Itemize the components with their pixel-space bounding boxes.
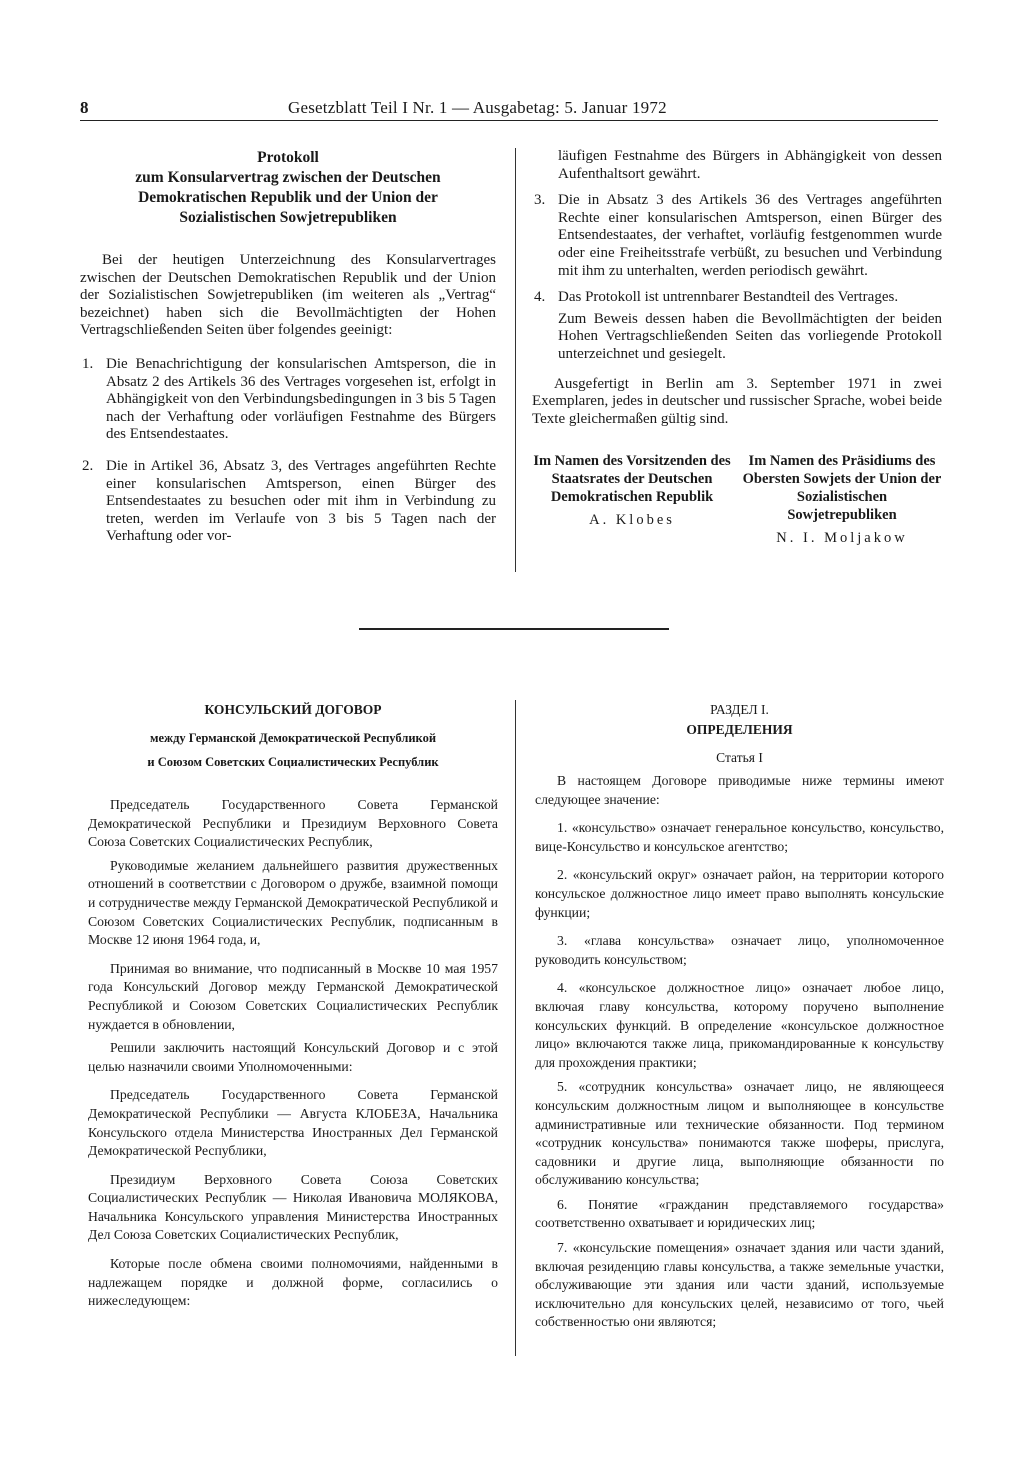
protocol-title [80, 148, 496, 228]
section-title: ОПРЕДЕЛЕНИЯ [686, 722, 793, 737]
column-divider [515, 148, 516, 572]
preamble-paragraph: Решили заключить настоящий Консульский Договор и с этой целью назначили своими Уполномоченными: [88, 1040, 498, 1074]
article-intro: В настоящем Договоре приводимые ниже термины имеют следующее значение: [535, 773, 944, 807]
item-number: 4. [534, 289, 546, 306]
column-divider [515, 700, 516, 1356]
item-text: Die in Artikel 36, Absatz 3, des Vertrages angeführten Rechte einer konsularischen Amtsperson, einen Bürger des Entsendestaates zu besuchen oder mit ihm in Verbindung zu treten, werden im Verlaufe von 3 bis 5 Tagen nach der Verhaftung oder vor- [106, 457, 496, 545]
article-heading: Статья I [716, 750, 763, 765]
protocol-title-line: Protokoll [257, 149, 319, 166]
treaty-subtitle-line: и Союзом Советских Социалистических Республик [147, 755, 439, 769]
signature-heading: Im Namen des Präsidiums des Obersten Sowjets der Union der Sozialistischen Sowjetrepubliken [742, 453, 942, 524]
signatory-name: N. I. Moljakow [776, 530, 908, 547]
definition-item: 4. «консульское должностное лицо» означает любое лицо, включая главу консульства, которому поручено выполнение консульских функций. В определение «консульское должностное лицо» включаются также лица, прикомандированные к консульству для прохождения практики; [535, 980, 944, 1070]
definition-item: 3. «глава консульства» означает лицо, уполномоченное руководить консульством; [535, 933, 944, 967]
signature-gdr [532, 452, 732, 548]
item-text: Das Protokoll ist untrennbarer Bestandteil des Vertrages. [558, 289, 899, 306]
page-header [80, 94, 938, 122]
item-continuation: läufigen Festnahme des Bürgers in Abhängigkeit von dessen Aufenthaltsort gewährt. [558, 148, 942, 182]
treaty-subtitle-line: между Германской Демократической Республикой [149, 731, 437, 745]
execution-clause: Ausgefertigt in Berlin am 3. September 1971 in zwei Exemplaren, jedes in deutscher und russischer Sprache, wobei beide Texte gleichermaßen gültig sind. [532, 375, 942, 427]
treaty-left-column [88, 700, 498, 1311]
definition-item: 7. «консульские помещения» означает здания или части зданий, включая резиденцию главы консульства, а также земельные участки, обслуживающие эти здания или части зданий, используемые исключительно для консульских целей, независимо от того, чьей собственностью они являются; [535, 1240, 944, 1330]
signature-heading: Im Namen des Vorsitzenden des Staatsrates der Deutschen Demokratischen Republik [533, 453, 731, 506]
page-number: 8 [80, 98, 89, 117]
definition-item: 5. «сотрудник консульства» означает лицо, не являющееся консульским должностным лицом и выполняющее в консульстве административные или технические обязанности. Под термином «сотрудник консульства» понимаются также шоферы, прислуга, садовники и другие лица, выполняющие обязанности по обслуживанию консульства; [535, 1079, 944, 1188]
signature-ussr [742, 452, 942, 548]
definition-item: 1. «консульство» означает генеральное консульство, консульство, вице-Консульство и консульское агентство; [535, 820, 944, 854]
protocol-intro: Bei der heutigen Unterzeichnung des Konsularvertrages zwischen der Deutschen Demokratischen Republik und der Union der Sozialistischen Sowjetrepubliken (im weiteren als „Vertrag“ bezeichnet) haben sich die Bevollmächtigten der Hohen Vertragschließenden Seiten über folgendes geeinigt: [80, 252, 496, 339]
running-header: Gesetzblatt Teil I Nr. 1 — Ausgabetag: 5. Januar 1972 [288, 98, 667, 117]
signature-block [532, 452, 942, 548]
preamble-paragraph: Принимая во внимание, что подписанный в Москве 10 мая 1957 года Консульский Договор между Германской Демократической Республикой и Союзом Советских Социалистических Республик нуждается в обновлении, [88, 960, 498, 1032]
preamble-paragraph: Руководимые желанием дальнейшего развития дружественных отношений в соответствии с Договором о дружбе, взаимной помощи и сотрудничестве между Германской Демократической Республикой и Союзом Советских Социалистических Республик, подписанным в Москве 12 июня 1964 года, и, [88, 857, 498, 948]
protocol-item [80, 356, 496, 444]
item-text: Die Benachrichtigung der konsularischen Amtsperson, die in Absatz 2 des Artikels 36 des Vertrages vorgesehen ist, erfolgt in Abhängigkeit von den Verbindungsbedingungen in 3 bis 5 Tagen nach der Verhaftung oder vorläufigen Festnahme des Bürgers des Entsendestaates. [106, 355, 496, 443]
protocol-title-line: Demokratischen Republik und der Union der [138, 189, 438, 206]
item-number: 2. [82, 457, 94, 474]
signatory-name: A. Klobes [589, 512, 675, 529]
treaty-right-column [535, 700, 944, 1332]
protocol-title-line: Sozialistischen Sowjetrepubliken [179, 209, 397, 226]
preamble-paragraph: Которые после обмена своими полномочиями, найденными в надлежащем порядке и должной форме, согласились о нижеследующем: [88, 1256, 498, 1309]
item-number: 3. [534, 192, 546, 209]
preamble-paragraph: Президиум Верховного Совета Союза Советских Социалистических Республик — Николая Ивановича МОЛЯКОВА, Начальника Консульского управления Министерства Иностранных Дел Союза Советских Социалистических Республик, [88, 1171, 498, 1243]
definition-item: 2. «консульский округ» означает район, на территории которого консульское должностное лицо имеет право выполнять консульские функции; [535, 867, 944, 920]
protocol-item [80, 458, 496, 546]
protocol-title-line: zum Konsularvertrag zwischen der Deutschen [135, 169, 441, 186]
protocol-right-column [532, 148, 942, 548]
preamble-paragraph: Председатель Государственного Совета Германской Демократической Республики — Августа КЛОБЕЗА, Начальника Консульского отдела Министерства Иностранных Дел Германской Демократической Республики, [88, 1087, 498, 1159]
protocol-left-column [80, 148, 496, 546]
item-paragraph: Zum Beweis dessen haben die Bevollmächtigten der beiden Hohen Vertragschließenden Seiten das vorliegende Protokoll unterzeichnet und gesiegelt. [558, 310, 942, 362]
treaty-title: КОНСУЛЬСКИЙ ДОГОВОР [204, 702, 382, 717]
definition-item: 6. Понятие «гражданин представляемого государства» соответственно охватывает и юридических лиц; [535, 1196, 944, 1231]
section-heading: РАЗДЕЛ I. [710, 702, 769, 717]
protocol-item [532, 192, 942, 280]
item-number: 1. [82, 355, 94, 372]
section-separator [359, 628, 669, 630]
preamble-paragraph: Председатель Государственного Совета Германской Демократической Республики и Президиум Верховного Совета Союза Советских Социалистических Республик, [88, 797, 498, 850]
item-text: Die in Absatz 3 des Artikels 36 des Vertrages angeführten Rechte einer konsularischen Amtsperson, einen Bürger des Entsendestaates, der verhaftet, vorläufig festgenommen wurde oder eine Freiheitsstrafe verbüßt, zu besuchen und Verbindung mit ihm zu unterhalten, werden periodisch gewährt. [558, 192, 942, 279]
protocol-item [532, 289, 942, 307]
header-rule [80, 120, 938, 121]
